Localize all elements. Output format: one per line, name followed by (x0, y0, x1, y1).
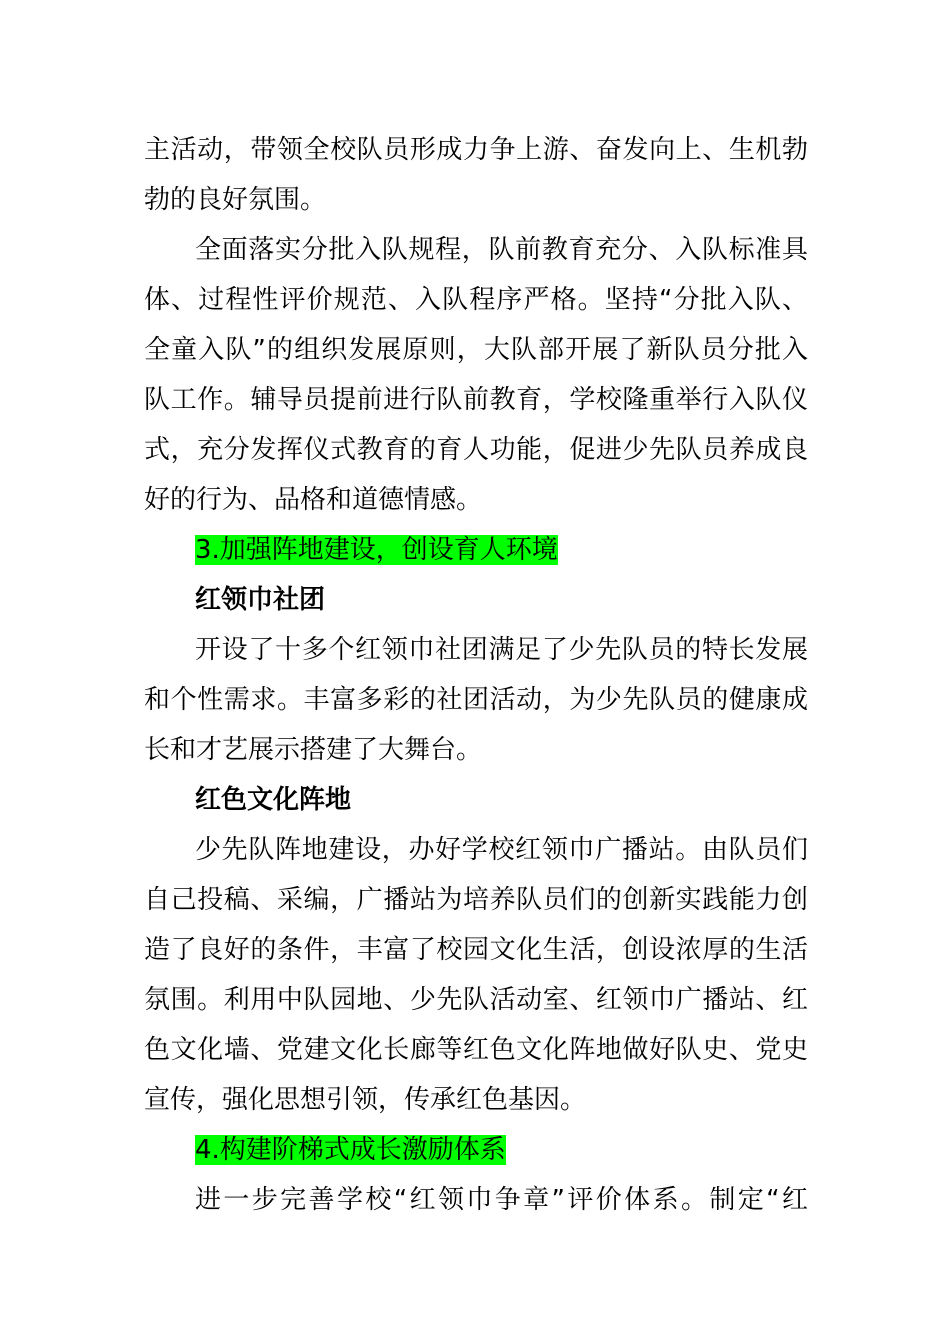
paragraph-line: 少先队阵地建设，办好学校红领巾广播站。由队员们 (195, 835, 808, 865)
section-heading (144, 525, 808, 575)
paragraph-line: 好的行为、品格和道德情感。 (144, 485, 483, 515)
paragraph-line: 进一步完善学校“红领巾争章”评价体系。制定“红 (195, 1185, 808, 1215)
paragraph-line: 宣传，强化思想引领，传承红色基因。 (144, 1085, 587, 1115)
paragraph-line: 式，充分发挥仪式教育的育人功能，促进少先队员养成良 (144, 435, 808, 465)
paragraph-line: 体、过程性评价规范、入队程序严格。坚持“分批入队、 (144, 285, 808, 315)
paragraph-line: 勃的良好氛围。 (144, 185, 327, 215)
highlighted-heading-text: 3.加强阵地建设，创设育人环境 (195, 535, 558, 565)
paragraph-line: 长和才艺展示搭建了大舞台。 (144, 735, 483, 765)
section-heading (144, 1125, 808, 1175)
paragraph-line: 和个性需求。丰富多彩的社团活动，为少先队员的健康成 (144, 685, 808, 715)
paragraph-line: 队工作。辅导员提前进行队前教育，学校隆重举行入队仪 (144, 385, 808, 415)
paragraph-line: 主活动，带领全校队员形成力争上游、奋发向上、生机勃 (144, 135, 808, 165)
paragraph-line: 氛围。利用中队园地、少先队活动室、红领巾广播站、红 (144, 985, 808, 1015)
subsection-heading: 红色文化阵地 (195, 785, 352, 815)
paragraph-line: 自己投稿、采编，广播站为培养队员们的创新实践能力创 (144, 885, 808, 915)
paragraph-line: 全童入队”的组织发展原则，大队部开展了新队员分批入 (144, 335, 808, 365)
subsection-heading: 红领巾社团 (195, 585, 326, 615)
paragraph-line: 造了良好的条件，丰富了校园文化生活，创设浓厚的生活 (144, 935, 808, 965)
paragraph-line: 色文化墙、党建文化长廊等红色文化阵地做好队史、党史 (144, 1035, 808, 1065)
document-page (144, 125, 808, 1225)
paragraph-line: 开设了十多个红领巾社团满足了少先队员的特长发展 (195, 635, 808, 665)
paragraph-line: 全面落实分批入队规程，队前教育充分、入队标准具 (195, 235, 808, 265)
highlighted-heading-text: 4.构建阶梯式成长激励体系 (195, 1135, 506, 1165)
